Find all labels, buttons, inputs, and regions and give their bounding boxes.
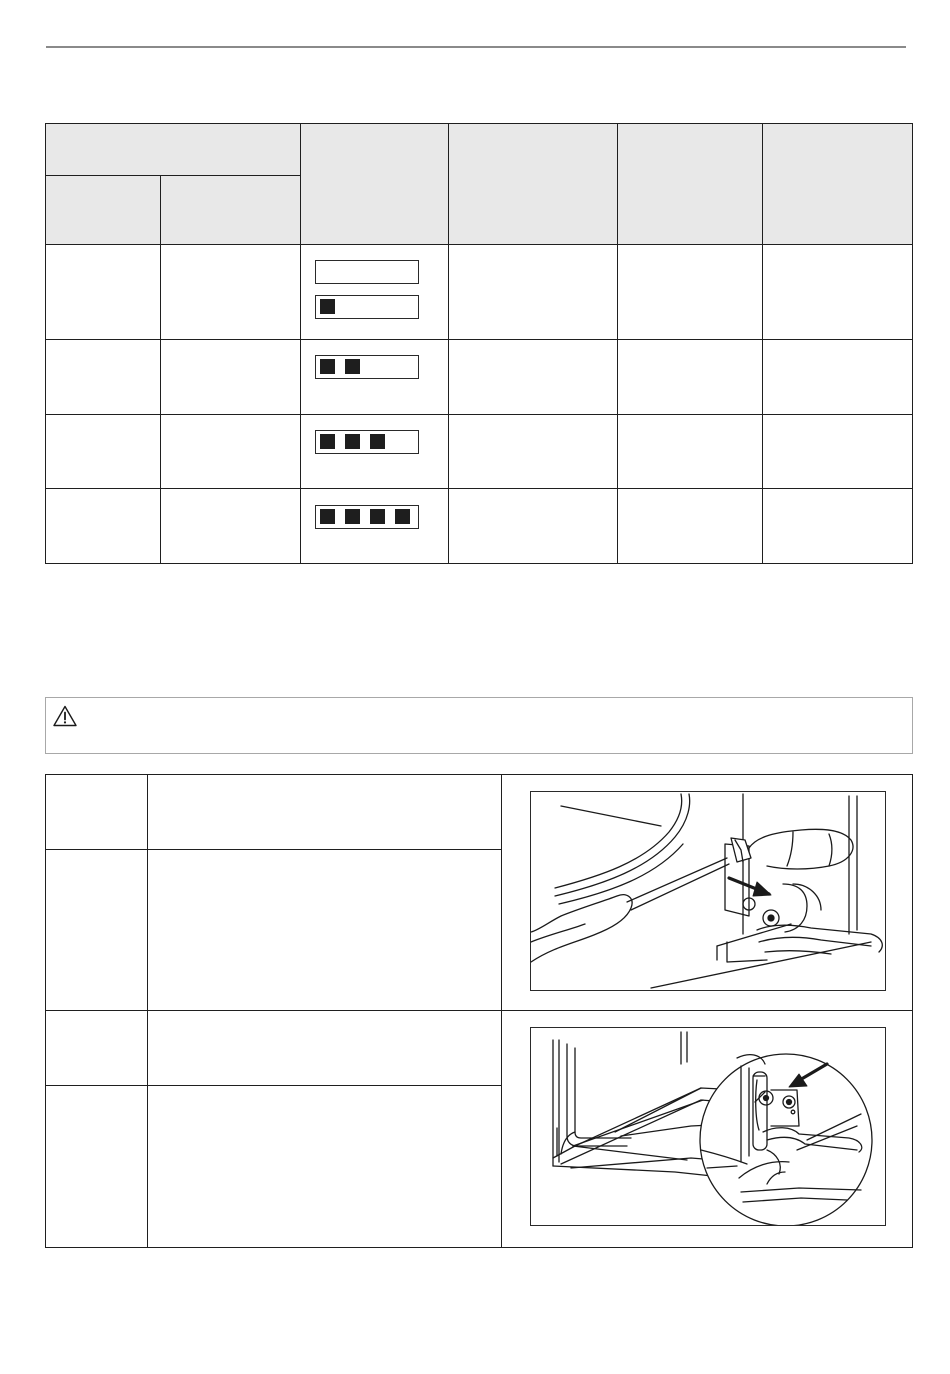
column-divider xyxy=(617,124,618,564)
column-divider xyxy=(448,124,449,564)
row-divider xyxy=(46,414,912,415)
column-divider xyxy=(501,775,502,1247)
level-indicator-bar xyxy=(315,260,419,284)
level-segment xyxy=(345,509,360,524)
header-subdivider xyxy=(46,175,300,176)
warning-box xyxy=(45,697,913,754)
step-row-divider xyxy=(46,1010,912,1011)
row-divider xyxy=(46,339,912,340)
level-segment xyxy=(345,359,360,374)
level-segment xyxy=(370,509,385,524)
hinge-lock-detail-illustration xyxy=(530,1027,886,1226)
column-divider xyxy=(762,124,763,564)
row-divider xyxy=(46,488,912,489)
step-row-divider xyxy=(46,1085,502,1086)
step-table xyxy=(45,774,913,1248)
level-segment xyxy=(370,434,385,449)
column-divider xyxy=(147,775,148,1247)
level-indicator-bar xyxy=(315,430,419,454)
hinge-release-illustration xyxy=(530,791,886,991)
level-indicator-bar xyxy=(315,295,419,319)
column-divider xyxy=(300,124,301,564)
level-segment xyxy=(345,434,360,449)
level-segment xyxy=(395,509,410,524)
table-header-row xyxy=(46,124,912,244)
level-segment xyxy=(320,299,335,314)
level-indicator-bar xyxy=(315,355,419,379)
level-table xyxy=(45,123,913,564)
row-divider xyxy=(46,244,912,245)
column-divider xyxy=(160,175,161,564)
level-segment xyxy=(320,509,335,524)
warning-triangle-icon xyxy=(53,705,77,727)
level-indicator-bar xyxy=(315,505,419,529)
page-top-rule xyxy=(46,46,906,48)
level-segment xyxy=(320,359,335,374)
step-row-divider xyxy=(46,849,502,850)
level-segment xyxy=(320,434,335,449)
